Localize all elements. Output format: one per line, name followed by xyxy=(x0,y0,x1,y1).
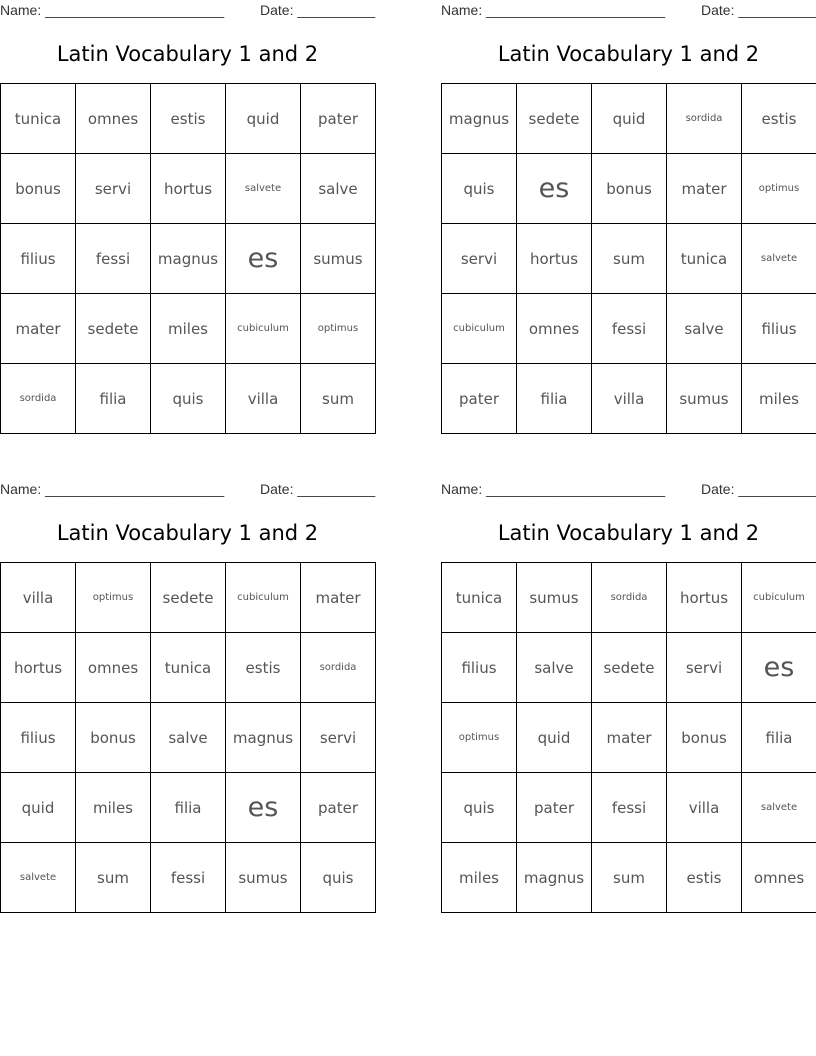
name-field-label: Name: _______________________ xyxy=(0,481,225,497)
grid-row xyxy=(442,633,816,703)
vocab-cell: miles xyxy=(742,364,816,434)
bingo-card xyxy=(441,0,816,440)
vocab-cell: sumus xyxy=(517,563,592,633)
grid-row xyxy=(442,563,816,633)
vocab-cell: filia xyxy=(151,773,226,843)
vocab-cell: estis xyxy=(742,84,816,154)
vocab-cell: tunica xyxy=(151,633,226,703)
vocab-cell: quid xyxy=(226,84,301,154)
vocab-cell: mater xyxy=(301,563,376,633)
card-title: Latin Vocabulary 1 and 2 xyxy=(56,42,319,66)
vocab-cell: estis xyxy=(667,843,742,913)
date-field-label: Date: __________ xyxy=(701,481,816,497)
vocab-cell: miles xyxy=(76,773,151,843)
date-field-label: Date: __________ xyxy=(260,2,376,18)
vocab-cell: mater xyxy=(592,703,667,773)
vocab-cell: cubiculum xyxy=(226,294,301,364)
vocab-cell: tunica xyxy=(442,563,517,633)
vocab-cell: sum xyxy=(76,843,151,913)
vocab-cell: miles xyxy=(442,843,517,913)
vocab-cell: salvete xyxy=(226,154,301,224)
grid-row xyxy=(442,773,816,843)
vocab-cell: pater xyxy=(301,773,376,843)
grid-row xyxy=(442,703,816,773)
vocab-cell: fessi xyxy=(76,224,151,294)
free-space-cell: es xyxy=(742,633,816,703)
vocab-cell: quid xyxy=(517,703,592,773)
bingo-grid xyxy=(0,83,376,434)
vocab-cell: quid xyxy=(592,84,667,154)
name-field-label: Name: _______________________ xyxy=(0,2,225,18)
vocab-cell: optimus xyxy=(442,703,517,773)
grid-row xyxy=(442,843,816,913)
vocab-cell: filia xyxy=(76,364,151,434)
vocab-cell: servi xyxy=(442,224,517,294)
free-space-cell: es xyxy=(226,773,301,843)
vocab-cell: mater xyxy=(1,294,76,364)
grid-row xyxy=(1,843,376,913)
vocab-cell: bonus xyxy=(76,703,151,773)
vocab-cell: pater xyxy=(301,84,376,154)
vocab-cell: sumus xyxy=(667,364,742,434)
vocab-cell: salve xyxy=(151,703,226,773)
vocab-cell: cubiculum xyxy=(742,563,816,633)
vocab-cell: sedete xyxy=(151,563,226,633)
grid-row xyxy=(1,84,376,154)
bingo-card xyxy=(0,0,376,440)
vocab-cell: optimus xyxy=(742,154,816,224)
vocab-cell: filia xyxy=(742,703,816,773)
vocab-cell: filius xyxy=(442,633,517,703)
vocab-cell: filia xyxy=(517,364,592,434)
vocab-cell: sordida xyxy=(1,364,76,434)
card-title: Latin Vocabulary 1 and 2 xyxy=(497,521,760,545)
vocab-cell: magnus xyxy=(226,703,301,773)
date-field-label: Date: __________ xyxy=(260,481,376,497)
bingo-card xyxy=(441,479,816,919)
vocab-cell: filius xyxy=(742,294,816,364)
vocab-cell: bonus xyxy=(667,703,742,773)
vocab-cell: villa xyxy=(226,364,301,434)
vocab-cell: cubiculum xyxy=(442,294,517,364)
name-field-label: Name: _______________________ xyxy=(441,481,666,497)
vocab-cell: salve xyxy=(301,154,376,224)
vocab-cell: bonus xyxy=(1,154,76,224)
vocab-cell: fessi xyxy=(592,773,667,843)
grid-row xyxy=(1,703,376,773)
bingo-card xyxy=(0,479,376,919)
vocab-cell: hortus xyxy=(1,633,76,703)
grid-row xyxy=(442,224,816,294)
vocab-cell: omnes xyxy=(76,84,151,154)
grid-row xyxy=(442,154,816,224)
vocab-cell: tunica xyxy=(667,224,742,294)
bingo-grid xyxy=(441,83,816,434)
grid-row xyxy=(442,294,816,364)
vocab-cell: servi xyxy=(301,703,376,773)
vocab-cell: pater xyxy=(517,773,592,843)
vocab-cell: servi xyxy=(667,633,742,703)
vocab-cell: omnes xyxy=(76,633,151,703)
vocab-cell: miles xyxy=(151,294,226,364)
grid-row xyxy=(442,84,816,154)
vocab-cell: sedete xyxy=(76,294,151,364)
vocab-cell: estis xyxy=(151,84,226,154)
vocab-cell: pater xyxy=(442,364,517,434)
vocab-cell: salvete xyxy=(742,773,816,843)
vocab-cell: servi xyxy=(76,154,151,224)
grid-row xyxy=(1,563,376,633)
free-space-cell: es xyxy=(226,224,301,294)
vocab-cell: sedete xyxy=(592,633,667,703)
vocab-cell: quis xyxy=(151,364,226,434)
vocab-cell: mater xyxy=(667,154,742,224)
vocab-cell: sordida xyxy=(592,563,667,633)
vocab-cell: optimus xyxy=(301,294,376,364)
vocab-cell: bonus xyxy=(592,154,667,224)
vocab-cell: fessi xyxy=(592,294,667,364)
vocab-cell: omnes xyxy=(517,294,592,364)
vocab-cell: villa xyxy=(592,364,667,434)
vocab-cell: sum xyxy=(592,224,667,294)
grid-row xyxy=(1,633,376,703)
bingo-grid xyxy=(441,562,816,913)
vocab-cell: estis xyxy=(226,633,301,703)
vocab-cell: optimus xyxy=(76,563,151,633)
vocab-cell: fessi xyxy=(151,843,226,913)
vocab-cell: sum xyxy=(592,843,667,913)
vocab-cell: sumus xyxy=(301,224,376,294)
vocab-cell: magnus xyxy=(151,224,226,294)
vocab-cell: tunica xyxy=(1,84,76,154)
vocab-cell: sedete xyxy=(517,84,592,154)
grid-row xyxy=(1,364,376,434)
vocab-cell: salvete xyxy=(1,843,76,913)
grid-row xyxy=(1,224,376,294)
vocab-cell: salvete xyxy=(742,224,816,294)
free-space-cell: es xyxy=(517,154,592,224)
vocab-cell: filius xyxy=(1,224,76,294)
vocab-cell: magnus xyxy=(517,843,592,913)
vocab-cell: quis xyxy=(442,773,517,843)
vocab-cell: quid xyxy=(1,773,76,843)
bingo-grid xyxy=(0,562,376,913)
vocab-cell: omnes xyxy=(742,843,816,913)
grid-row xyxy=(1,773,376,843)
vocab-cell: sordida xyxy=(301,633,376,703)
vocab-cell: villa xyxy=(667,773,742,843)
vocab-cell: magnus xyxy=(442,84,517,154)
date-field-label: Date: __________ xyxy=(701,2,816,18)
grid-row xyxy=(442,364,816,434)
card-title: Latin Vocabulary 1 and 2 xyxy=(497,42,760,66)
vocab-cell: salve xyxy=(667,294,742,364)
vocab-cell: hortus xyxy=(517,224,592,294)
vocab-cell: filius xyxy=(1,703,76,773)
vocab-cell: villa xyxy=(1,563,76,633)
vocab-cell: sum xyxy=(301,364,376,434)
name-field-label: Name: _______________________ xyxy=(441,2,666,18)
vocab-cell: sumus xyxy=(226,843,301,913)
grid-row xyxy=(1,154,376,224)
vocab-cell: hortus xyxy=(667,563,742,633)
vocab-cell: hortus xyxy=(151,154,226,224)
vocab-cell: quis xyxy=(442,154,517,224)
vocab-cell: sordida xyxy=(667,84,742,154)
card-title: Latin Vocabulary 1 and 2 xyxy=(56,521,319,545)
vocab-cell: salve xyxy=(517,633,592,703)
vocab-cell: quis xyxy=(301,843,376,913)
grid-row xyxy=(1,294,376,364)
vocab-cell: cubiculum xyxy=(226,563,301,633)
